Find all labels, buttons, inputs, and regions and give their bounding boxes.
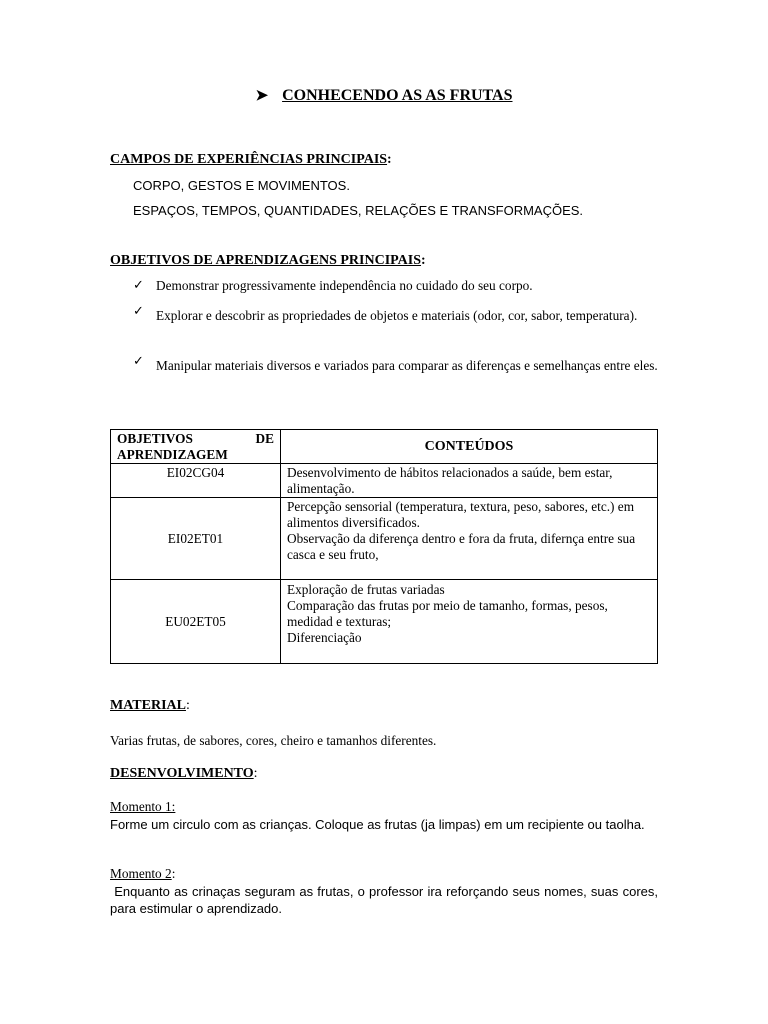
- momento-label: Momento 2:: [110, 866, 176, 881]
- contents-table: [110, 429, 658, 664]
- momento-label: Momento 1:: [110, 799, 176, 814]
- objetivo-item: Manipular materiais diversos e variados para comparar as diferenças e semelhanças entre eles.: [156, 358, 658, 373]
- arrow-bullet-icon: ➤: [255, 88, 269, 104]
- checkmark-icon: ✓: [133, 303, 144, 318]
- row-code: EU02ET05: [111, 580, 281, 664]
- row-content-line: Percepção sensorial (temperatura, textura, peso, sabores, etc.) em alimentos diversificados.: [287, 499, 635, 530]
- header-conteudos: CONTEÚDOS: [281, 430, 658, 464]
- campos-item: ESPAÇOS, TEMPOS, QUANTIDADES, RELAÇÕES E TRANSFORMAÇÕES.: [133, 203, 584, 218]
- checkmark-icon: ✓: [133, 277, 144, 292]
- momento-text: Enquanto as crinaças seguram as frutas, o professor ira reforçando seus nomes, suas cores, para estimular o aprendizado.: [110, 884, 662, 916]
- row-content-line: Exploração de frutas variadas: [287, 582, 445, 597]
- row-content-line: Diferenciação: [287, 630, 362, 645]
- material-heading: MATERIAL:: [110, 698, 190, 713]
- row-code: EI02CG04: [111, 464, 281, 498]
- checkmark-icon: ✓: [133, 353, 144, 368]
- desenvolvimento-heading: DESENVOLVIMENTO:: [110, 766, 258, 781]
- row-content: [281, 580, 658, 664]
- objetivo-item: Demonstrar progressivamente independência no cuidado do seu corpo.: [156, 278, 533, 293]
- row-content: [281, 464, 658, 498]
- page-title: [0, 86, 768, 105]
- campos-heading: CAMPOS DE EXPERIÊNCIAS PRINCIPAIS:: [110, 152, 392, 167]
- row-content-line: Desenvolvimento de hábitos relacionados a saúde, bem estar, alimentação.: [287, 465, 613, 496]
- objetivos-heading: OBJETIVOS DE APRENDIZAGENS PRINCIPAIS:: [110, 253, 426, 268]
- row-content: [281, 498, 658, 580]
- objetivo-item: Explorar e descobrir as propriedades de objetos e materiais (odor, cor, sabor, temperatura).: [156, 308, 638, 323]
- table-row: [111, 498, 658, 580]
- campos-item: CORPO, GESTOS E MOVIMENTOS.: [133, 178, 350, 193]
- table-row: [111, 464, 658, 498]
- row-content-line: Observação da diferença dentro e fora da fruta, difernça entre sua casca e seu fruto,: [287, 531, 636, 562]
- row-code: EI02ET01: [111, 498, 281, 580]
- momento-text: Forme um circulo com as crianças. Coloque as frutas (ja limpas) em um recipiente ou taolha.: [110, 817, 645, 832]
- title-text: CONHECENDO AS AS FRUTAS: [282, 87, 513, 104]
- table-row: [111, 580, 658, 664]
- row-content-line: Comparação das frutas por meio de tamanho, formas, pesos, medidad e texturas;: [287, 598, 608, 629]
- table-header-row: [111, 430, 658, 464]
- header-objetivos: OBJETIVOS DE APRENDIZAGEM: [111, 430, 281, 464]
- material-text: Varias frutas, de sabores, cores, cheiro e tamanhos diferentes.: [110, 733, 437, 748]
